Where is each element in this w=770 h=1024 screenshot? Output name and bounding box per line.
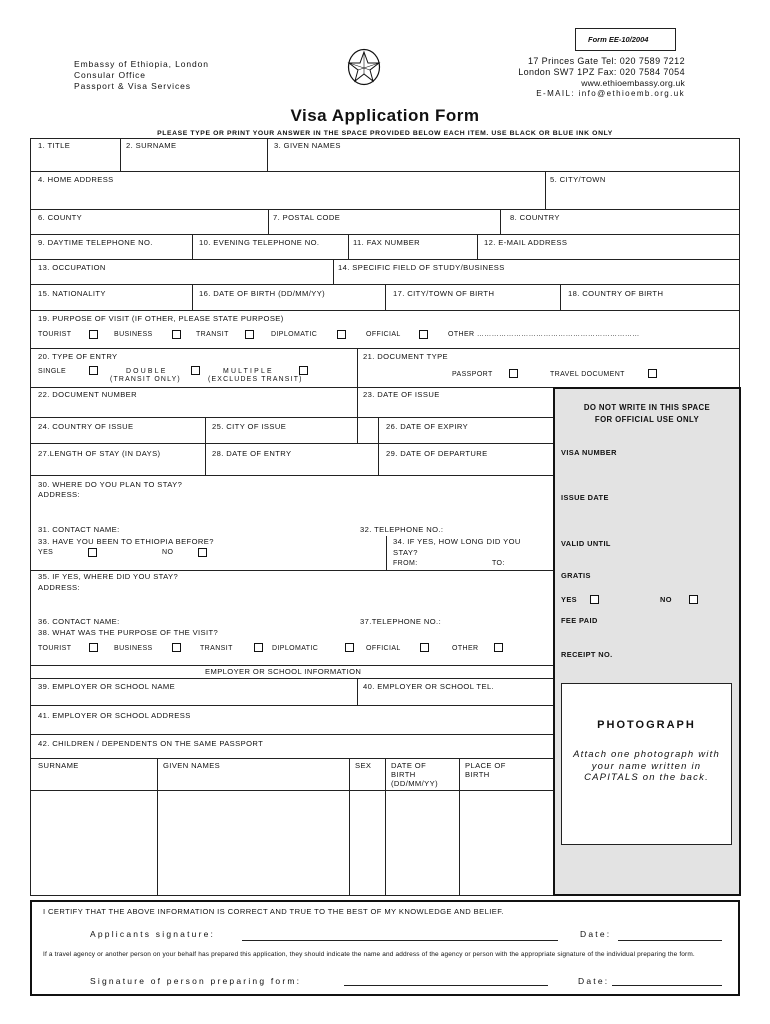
prev-official-checkbox[interactable] [420, 643, 429, 652]
field-nationality: 15. NATIONALITY [38, 289, 106, 298]
embassy-name: Embassy of Ethiopia, London [74, 59, 209, 69]
field-occupation: 13. OCCUPATION [38, 263, 106, 272]
been-yes-label: YES [38, 549, 54, 556]
prev-business-label: BUSINESS [114, 645, 153, 652]
field-city-of-birth: 17. CITY/TOWN OF BIRTH [393, 289, 495, 298]
preparer-date-label: Date: [578, 976, 610, 986]
field-purpose-of-visit: 19. PURPOSE OF VISIT (IF OTHER, PLEASE STATE PURPOSE) [38, 314, 284, 323]
office-gratis-yes-label: YES [561, 595, 577, 604]
field-title: 1. TITLE [38, 141, 71, 150]
official-use-title-line2: FOR OFFICIAL USE ONLY [594, 415, 700, 424]
field-date-of-expiry: 26. DATE OF EXPIRY [386, 422, 469, 431]
prev-other-label: OTHER [452, 645, 479, 652]
field-how-long-stay: 34. IF YES, HOW LONG DID YOU [393, 537, 521, 546]
photograph-note: Attach one photograph with your name written in CAPITALS on the back. [573, 749, 720, 783]
field-county: 6. COUNTY [38, 213, 83, 222]
field-contact-name: 31. CONTACT NAME: [38, 525, 120, 534]
field-previous-telephone: 37.TELEPHONE NO.: [360, 617, 442, 626]
office-issue-date: ISSUE DATE [561, 493, 609, 502]
field-employer-address: 41. EMPLOYER OR SCHOOL ADDRESS [38, 711, 191, 720]
field-where-did-stay: 35. IF YES, WHERE DID YOU STAY? [38, 572, 179, 581]
field-length-of-stay: 27.LENGTH OF STAY (IN DAYS) [38, 449, 161, 458]
stay-from-label: FROM: [393, 560, 418, 567]
field-document-number: 22. DOCUMENT NUMBER [38, 390, 138, 399]
doc-travel-document-label: TRAVEL DOCUMENT [550, 371, 625, 378]
preparer-signature-label: Signature of person preparing form: [90, 976, 302, 986]
applicant-signature-label: Applicants signature: [90, 929, 216, 939]
prev-other-checkbox[interactable] [494, 643, 503, 652]
purpose-official-checkbox[interactable] [419, 330, 428, 339]
field-surname: 2. SURNAME [126, 141, 177, 150]
embassy-address-tel: 17 Princes Gate Tel: 020 7589 7212 [527, 56, 685, 66]
children-col-dob-2: BIRTH [391, 770, 416, 779]
doc-passport-checkbox[interactable] [509, 369, 518, 378]
field-fax-number: 11. FAX NUMBER [353, 238, 421, 247]
embassy-address-fax: London SW7 1PZ Fax: 020 7584 7054 [518, 67, 685, 77]
office-valid-until: VALID UNTIL [561, 539, 611, 548]
purpose-other-label: OTHER ………………………………………………………… [448, 331, 640, 338]
entry-multiple-note: (EXCLUDES TRANSIT) [208, 376, 303, 383]
prev-tourist-checkbox[interactable] [89, 643, 98, 652]
office-visa-number: VISA NUMBER [561, 448, 617, 457]
photograph-title: PHOTOGRAPH [597, 719, 696, 731]
field-date-of-entry: 28. DATE OF ENTRY [212, 449, 292, 458]
office-gratis: GRATIS [561, 571, 591, 580]
applicant-date-line[interactable] [618, 940, 722, 941]
form-code: Form EE-10/2004 [588, 35, 649, 44]
children-col-pob-1: PLACE OF [465, 761, 506, 770]
field-given-names: 3. GIVEN NAMES [274, 141, 341, 150]
prev-transit-checkbox[interactable] [254, 643, 263, 652]
field-evening-telephone: 10. EVENING TELEPHONE NO. [199, 238, 320, 247]
agency-note: If a travel agency or another person on your behalf has prepared this application, they should indicate the name and address of the agency or person with the appropriate signature of the individual preparing the form. [43, 951, 695, 958]
children-col-dob-1: DATE OF [391, 761, 427, 770]
field-postal-code: 7. POSTAL CODE [273, 213, 341, 222]
children-col-pob-2: BIRTH [465, 770, 490, 779]
entry-single-label: SINGLE [38, 368, 67, 375]
preparer-date-line[interactable] [612, 985, 722, 986]
certification-statement: I CERTIFY THAT THE ABOVE INFORMATION IS CORRECT AND TRUE TO THE BEST OF MY KNOWLEDGE AND BELIEF. [43, 907, 504, 916]
doc-passport-label: PASSPORT [452, 371, 493, 378]
prev-business-checkbox[interactable] [172, 643, 181, 652]
field-where-stay: 30. WHERE DO YOU PLAN TO STAY? [38, 480, 183, 489]
field-date-of-issue: 23. DATE OF ISSUE [363, 390, 440, 399]
field-document-type: 21. DOCUMENT TYPE [363, 352, 449, 361]
field-country-of-issue: 24. COUNTRY OF ISSUE [38, 422, 134, 431]
official-use-title [555, 402, 739, 426]
embassy-emblem-icon [347, 48, 381, 86]
field-been-to-ethiopia: 33. HAVE YOU BEEN TO ETHIOPIA BEFORE? [38, 537, 214, 546]
field-children-dependents: 42. CHILDREN / DEPENDENTS ON THE SAME PASSPORT [38, 739, 264, 748]
prev-official-label: OFFICIAL [366, 645, 401, 652]
field-date-of-birth: 16. DATE OF BIRTH (DD/MM/YY) [199, 289, 326, 298]
been-no-checkbox[interactable] [198, 548, 207, 557]
embassy-website: www.ethioembassy.org.uk [581, 78, 685, 88]
prev-tourist-label: TOURIST [38, 645, 72, 652]
consular-office: Consular Office [74, 70, 146, 80]
applicant-date-label: Date: [580, 929, 612, 939]
applicant-signature-line[interactable] [242, 940, 558, 941]
field-type-of-entry: 20. TYPE OF ENTRY [38, 352, 118, 361]
office-receipt-no: RECEIPT NO. [561, 650, 613, 659]
purpose-transit-label: TRANSIT [196, 331, 229, 338]
purpose-official-label: OFFICIAL [366, 331, 401, 338]
entry-multiple-label: MULTIPLE [223, 368, 274, 375]
field-field-of-study: 14. SPECIFIC FIELD OF STUDY/BUSINESS [338, 263, 505, 272]
entry-single-checkbox[interactable] [89, 366, 98, 375]
field-country-of-birth: 18. COUNTRY OF BIRTH [568, 289, 664, 298]
entry-double-label: DOUBLE [126, 368, 168, 375]
purpose-business-checkbox[interactable] [172, 330, 181, 339]
field-where-stay-address: ADDRESS: [38, 490, 81, 499]
page-title: Visa Application Form [290, 106, 480, 125]
office-gratis-yes-checkbox[interactable] [590, 595, 599, 604]
children-col-dob-3: (DD/MM/YY) [391, 779, 439, 788]
entry-double-checkbox[interactable] [191, 366, 200, 375]
official-use-title-line1: DO NOT WRITE IN THIS SPACE [583, 403, 711, 412]
purpose-diplomatic-checkbox[interactable] [337, 330, 346, 339]
office-fee-paid: FEE PAID [561, 616, 598, 625]
preparer-signature-line[interactable] [344, 985, 548, 986]
passport-visa-services: Passport & Visa Services [74, 81, 191, 91]
purpose-transit-checkbox[interactable] [245, 330, 254, 339]
children-col-sex: SEX [355, 761, 372, 770]
prev-diplomatic-label: DIPLOMATIC [272, 645, 319, 652]
purpose-tourist-label: TOURIST [38, 331, 72, 338]
field-city-town: 5. CITY/TOWN [550, 175, 606, 184]
field-previous-contact-name: 36. CONTACT NAME: [38, 617, 120, 626]
employer-section-title: EMPLOYER OR SCHOOL INFORMATION [205, 667, 362, 676]
children-col-given-names: GIVEN NAMES [163, 761, 221, 770]
prev-diplomatic-checkbox[interactable] [345, 643, 354, 652]
field-home-address: 4. HOME ADDRESS [38, 175, 114, 184]
field-employer-tel: 40. EMPLOYER OR SCHOOL TEL. [363, 682, 495, 691]
doc-travel-document-checkbox[interactable] [648, 369, 657, 378]
field-country: 8. COUNTRY [510, 213, 560, 222]
field-telephone: 32. TELEPHONE NO.: [360, 525, 444, 534]
embassy-email: E-MAIL: info@ethioemb.org.uk [536, 89, 685, 98]
office-gratis-no-label: NO [660, 595, 672, 604]
field-previous-purpose: 38. WHAT WAS THE PURPOSE OF THE VISIT? [38, 628, 219, 637]
field-email-address: 12. E-MAIL ADDRESS [484, 238, 568, 247]
purpose-business-label: BUSINESS [114, 331, 153, 338]
purpose-tourist-checkbox[interactable] [89, 330, 98, 339]
been-yes-checkbox[interactable] [88, 548, 97, 557]
been-no-label: NO [162, 549, 174, 556]
field-employer-name: 39. EMPLOYER OR SCHOOL NAME [38, 682, 176, 691]
field-date-of-departure: 29. DATE OF DEPARTURE [386, 449, 488, 458]
field-how-long-stay-2: STAY? [393, 548, 418, 557]
field-where-did-stay-address: ADDRESS: [38, 583, 81, 592]
children-col-surname: SURNAME [38, 761, 79, 770]
entry-multiple-checkbox[interactable] [299, 366, 308, 375]
stay-to-label: TO: [492, 560, 505, 567]
purpose-diplomatic-label: DIPLOMATIC [271, 331, 318, 338]
instructions: PLEASE TYPE OR PRINT YOUR ANSWER IN THE SPACE PROVIDED BELOW EACH ITEM. USE BLACK OR BLUE INK ONLY [157, 130, 613, 137]
prev-transit-label: TRANSIT [200, 645, 233, 652]
office-gratis-no-checkbox[interactable] [689, 595, 698, 604]
entry-double-note: (TRANSIT ONLY) [110, 376, 181, 383]
field-daytime-telephone: 9. DAYTIME TELEPHONE NO. [38, 238, 153, 247]
field-city-of-issue: 25. CITY OF ISSUE [212, 422, 287, 431]
